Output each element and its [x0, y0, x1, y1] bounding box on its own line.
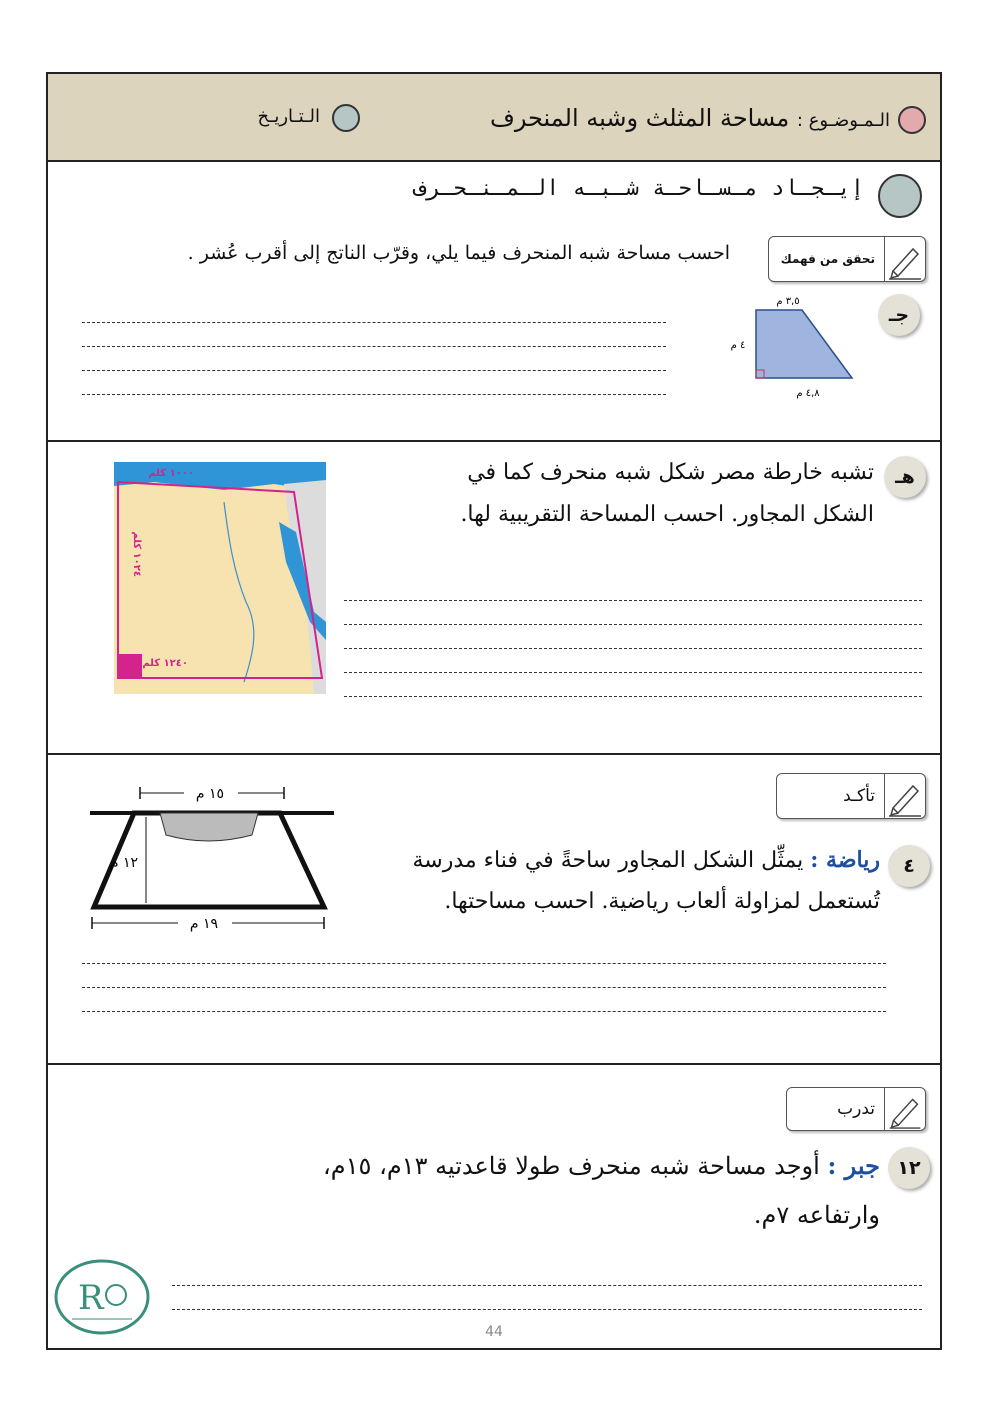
keyword: رياضة : — [810, 847, 880, 873]
question-line-1: تشبه خارطة مصر شكل شبه منحرف كما في — [467, 460, 874, 485]
answer-line — [82, 322, 666, 323]
question-line-2: وارتفاعه ٧م. — [753, 1201, 880, 1229]
tag-label: تدرب — [837, 1099, 875, 1119]
question-text: يمثِّل الشكل المجاور ساحةً في فناء مدرسة — [412, 848, 804, 873]
label-top: ١٥ م — [195, 786, 225, 802]
answer-line — [82, 1011, 886, 1012]
check-understanding-tag — [768, 236, 926, 282]
item-badge-12 — [888, 1147, 930, 1189]
trapezoid-figure — [708, 290, 878, 400]
subject-line — [490, 104, 890, 132]
answer-line — [344, 696, 922, 697]
answer-line — [344, 624, 922, 625]
answer-line — [344, 600, 922, 601]
date-dot — [332, 104, 360, 132]
section-title-dot — [878, 174, 922, 218]
item-badge-c — [878, 294, 920, 336]
header-bar — [48, 74, 940, 162]
subject-dot — [898, 106, 926, 134]
right-angle-mark — [118, 654, 142, 678]
worksheet-frame — [46, 72, 942, 1350]
label-bottom: ١٩ م — [189, 916, 219, 932]
label-bottom: ١٢٤٠ كلم — [142, 658, 188, 669]
question-line-1 — [412, 847, 880, 873]
keyword: جبر : — [827, 1151, 880, 1180]
subject-label: الـمـوضـوع : — [796, 110, 890, 131]
confirm-tag — [776, 773, 926, 819]
section-trapezoid-area — [48, 162, 940, 442]
instruction-text: احسب مساحة شبه المنحرف فيما يلي، وقرّب الناتج إلى أقرب عُشر . — [187, 242, 730, 264]
item-number: ٤ — [903, 855, 915, 877]
label-side: ١٠٢٤ كلم — [131, 531, 142, 577]
item-badge-4 — [888, 845, 930, 887]
label-top: ١٠٠٠ كلم — [148, 468, 194, 479]
answer-line — [82, 963, 886, 964]
question-line-2: الشكل المجاور. احسب المساحة التقريبية لها. — [460, 502, 874, 527]
item-label: هـ — [895, 466, 915, 488]
label-bottom: ٤,٨ م — [796, 388, 820, 399]
label-top: ٣,٥ م — [776, 296, 800, 307]
practice-tag — [786, 1087, 926, 1131]
trapezoid-shape — [756, 310, 852, 378]
date-label: الـتـاريـخ — [257, 106, 320, 127]
item-number: ١٢ — [897, 1157, 921, 1179]
answer-line — [172, 1309, 922, 1310]
answer-line — [82, 987, 886, 988]
question-line-1 — [323, 1151, 880, 1180]
tag-label: تحقق من فهمك — [780, 252, 875, 266]
answer-line — [82, 394, 666, 395]
section-egypt-map — [48, 442, 940, 755]
subject-value: مساحة المثلث وشبه المنحرف — [489, 104, 790, 132]
item-badge-h — [884, 456, 926, 498]
section-algebra — [48, 1065, 940, 1348]
label-height: ٤ م — [730, 340, 746, 351]
answer-line — [344, 672, 922, 673]
tag-label: تأكـد — [843, 786, 875, 806]
egypt-map — [114, 462, 326, 694]
page-number: 44 — [485, 1324, 503, 1340]
answer-line — [344, 648, 922, 649]
section-sports-field — [48, 755, 940, 1065]
item-label: جـ — [888, 304, 910, 326]
question-text: أوجد مساحة شبه منحرف طولا قاعدتيه ١٣م، ١٥م، — [323, 1152, 820, 1180]
pencil-icon — [884, 237, 925, 281]
sports-field-figure — [88, 777, 348, 937]
stand-area — [160, 813, 258, 841]
svg-text:R: R — [78, 1278, 104, 1318]
pencil-icon — [884, 774, 925, 818]
answer-line — [172, 1285, 922, 1286]
answer-line — [82, 346, 666, 347]
label-height: ١٢ م — [109, 855, 139, 871]
pencil-icon — [884, 1088, 925, 1130]
section-title: إيـجـاد مـسـاحـة شـبـه الـمـنـحـرف — [413, 176, 864, 201]
answer-line — [82, 370, 666, 371]
question-line-2: تُستعمل لمزاولة ألعاب رياضية. احسب مساحتها. — [444, 889, 880, 914]
